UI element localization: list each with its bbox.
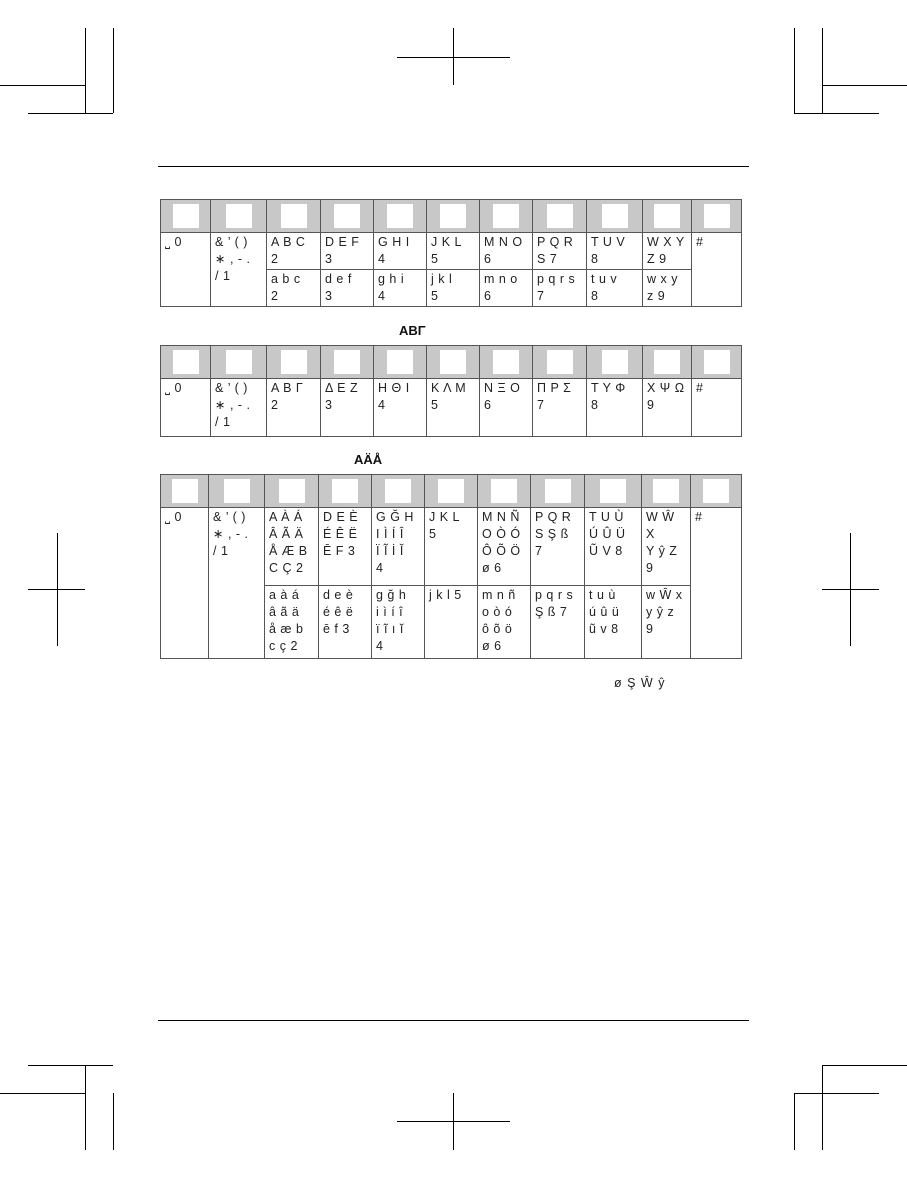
key-icon [491, 479, 517, 503]
key-cell [427, 200, 480, 233]
crop-mark [85, 1065, 86, 1150]
char-cell: j k l 5 [427, 270, 480, 307]
key-cell [321, 200, 374, 233]
key-icon [438, 479, 464, 503]
char-cell: Κ Λ Μ 5 [427, 379, 480, 437]
char-cell: p q r s 7 [533, 270, 587, 307]
key-cell [161, 346, 211, 379]
crop-mark [822, 1065, 823, 1150]
char-cell: W Ŵ X Y ŷ Z 9 [642, 508, 691, 586]
footer-rule [158, 1020, 749, 1021]
key-cell [585, 475, 642, 508]
key-row [161, 475, 742, 508]
char-cell: m n ñ o ò ó ô õ ö ø 6 [478, 586, 531, 659]
char-cell: d e è é ê ë ē f 3 [319, 586, 372, 659]
char-cell: & ’ ( ) ∗ , - . / 1 [211, 233, 267, 307]
key-cell [643, 200, 692, 233]
crop-mark [822, 85, 907, 86]
char-cell: M N Ñ O Ò Ó Ô Õ Ö ø 6 [478, 508, 531, 586]
key-icon [224, 479, 250, 503]
key-cell [531, 475, 585, 508]
key-icon [654, 204, 680, 228]
header-rule [158, 166, 749, 167]
key-cell [267, 200, 321, 233]
char-cell: T U Ù Ú Û Ü Ũ V 8 [585, 508, 642, 586]
key-cell [265, 475, 319, 508]
key-cell [321, 346, 374, 379]
crop-mark [113, 28, 114, 113]
key-cell [478, 475, 531, 508]
char-cell: d e f 3 [321, 270, 374, 307]
table-row [161, 379, 742, 437]
char-cell: ⎵ 0 [161, 508, 209, 659]
key-cell [692, 346, 742, 379]
key-icon [334, 350, 360, 374]
crop-mark [794, 1093, 879, 1094]
key-icon [704, 204, 730, 228]
crop-mark [822, 28, 823, 113]
key-cell [211, 200, 267, 233]
character-table-standard [160, 199, 742, 307]
char-cell: ⎵ 0 [161, 233, 211, 307]
key-cell [692, 200, 742, 233]
section-heading-extended: AÄÅ [354, 452, 383, 467]
char-cell: w Ŵ x y ŷ z 9 [642, 586, 691, 659]
char-cell: A B C 2 [267, 233, 321, 270]
char-cell: a à á â ã ä å æ b c ç 2 [265, 586, 319, 659]
char-cell: G H I 4 [374, 233, 427, 270]
crop-mark [113, 1093, 114, 1150]
key-cell [319, 475, 372, 508]
char-cell: & ’ ( ) ∗ , - . / 1 [211, 379, 267, 437]
key-row [161, 200, 742, 233]
char-cell: D E È É Ê Ë Ē F 3 [319, 508, 372, 586]
table-row [161, 508, 742, 586]
key-cell [211, 346, 267, 379]
char-cell: G Ğ H I Ì Í Î Ï Ĩ İ Ĭ 4 [372, 508, 425, 586]
key-icon [172, 479, 198, 503]
key-icon [279, 479, 305, 503]
char-cell: ⎵ 0 [161, 379, 211, 437]
key-icon [387, 204, 413, 228]
key-icon [440, 350, 466, 374]
char-cell: W X Y Z 9 [643, 233, 692, 270]
crop-mark [453, 1093, 454, 1150]
character-table-greek [160, 345, 742, 437]
char-cell: D E F 3 [321, 233, 374, 270]
crop-mark [28, 589, 85, 590]
key-cell [372, 475, 425, 508]
char-cell: P Q R S Ş ß 7 [531, 508, 585, 586]
character-table-extended [160, 474, 742, 659]
key-icon [173, 204, 199, 228]
key-icon [226, 350, 252, 374]
key-icon [547, 204, 573, 228]
char-cell: p q r s Ş ß 7 [531, 586, 585, 659]
key-cell [642, 475, 691, 508]
char-cell: g h i 4 [374, 270, 427, 307]
section-heading-greek: ΑΒΓ [399, 323, 426, 338]
char-cell: w x y z 9 [643, 270, 692, 307]
key-icon [493, 204, 519, 228]
key-icon [334, 204, 360, 228]
key-icon [703, 479, 729, 503]
char-cell: Α Β Γ 2 [267, 379, 321, 437]
char-cell: T U V 8 [587, 233, 643, 270]
key-icon [654, 350, 680, 374]
char-cell: Π Ρ Σ 7 [533, 379, 587, 437]
key-icon [704, 350, 730, 374]
crop-mark [822, 589, 879, 590]
crop-mark [28, 1065, 113, 1066]
key-icon [440, 204, 466, 228]
key-icon [602, 350, 628, 374]
key-icon [281, 350, 307, 374]
key-row [161, 346, 742, 379]
char-cell: Η Θ Ι 4 [374, 379, 427, 437]
char-cell: J K L 5 [427, 233, 480, 270]
key-cell [161, 475, 209, 508]
key-cell [480, 346, 533, 379]
key-icon [387, 350, 413, 374]
key-icon [545, 479, 571, 503]
key-cell [533, 200, 587, 233]
char-cell: # [692, 233, 742, 307]
char-cell: & ’ ( ) ∗ , - . / 1 [209, 508, 265, 659]
key-cell [480, 200, 533, 233]
key-cell [161, 200, 211, 233]
char-cell: Χ Ψ Ω 9 [643, 379, 692, 437]
crop-mark [28, 113, 113, 114]
key-cell [587, 346, 643, 379]
char-cell: # [692, 379, 742, 437]
key-cell [643, 346, 692, 379]
key-cell [691, 475, 742, 508]
key-cell [425, 475, 478, 508]
key-icon [600, 479, 626, 503]
crop-mark [0, 1093, 85, 1094]
char-cell: t u ù ú û ü ũ v 8 [585, 586, 642, 659]
char-cell: P Q R S 7 [533, 233, 587, 270]
char-cell: Τ Υ Φ 8 [587, 379, 643, 437]
key-cell [533, 346, 587, 379]
table-row [161, 233, 742, 270]
char-cell: A À Á Â Ã Ä Å Æ B C Ç 2 [265, 508, 319, 586]
crop-mark [794, 1093, 795, 1150]
key-cell [587, 200, 643, 233]
key-icon [547, 350, 573, 374]
char-cell: # [691, 508, 742, 659]
key-icon [602, 204, 628, 228]
crop-mark [453, 28, 454, 85]
char-cell: J K L 5 [425, 508, 478, 586]
char-cell: Ν Ξ Ο 6 [480, 379, 533, 437]
key-cell [267, 346, 321, 379]
char-cell: a b c 2 [267, 270, 321, 307]
key-icon [173, 350, 199, 374]
crop-mark [0, 85, 85, 86]
key-cell [374, 346, 427, 379]
key-icon [332, 479, 358, 503]
key-icon [281, 204, 307, 228]
footnote-characters: ø Ş Ŵ ŷ [614, 676, 666, 690]
key-cell [374, 200, 427, 233]
crop-mark [794, 113, 879, 114]
key-icon [385, 479, 411, 503]
key-icon [226, 204, 252, 228]
key-cell [427, 346, 480, 379]
char-cell: M N O 6 [480, 233, 533, 270]
char-cell: g ğ h i ì í î ï ĩ ı ĭ 4 [372, 586, 425, 659]
key-icon [493, 350, 519, 374]
char-cell: t u v 8 [587, 270, 643, 307]
crop-mark [794, 28, 795, 113]
char-cell: m n o 6 [480, 270, 533, 307]
crop-mark [85, 28, 86, 113]
crop-mark [822, 1065, 907, 1066]
char-cell: Δ Ε Ζ 3 [321, 379, 374, 437]
key-icon [653, 479, 679, 503]
key-cell [209, 475, 265, 508]
char-cell: j k l 5 [425, 586, 478, 659]
